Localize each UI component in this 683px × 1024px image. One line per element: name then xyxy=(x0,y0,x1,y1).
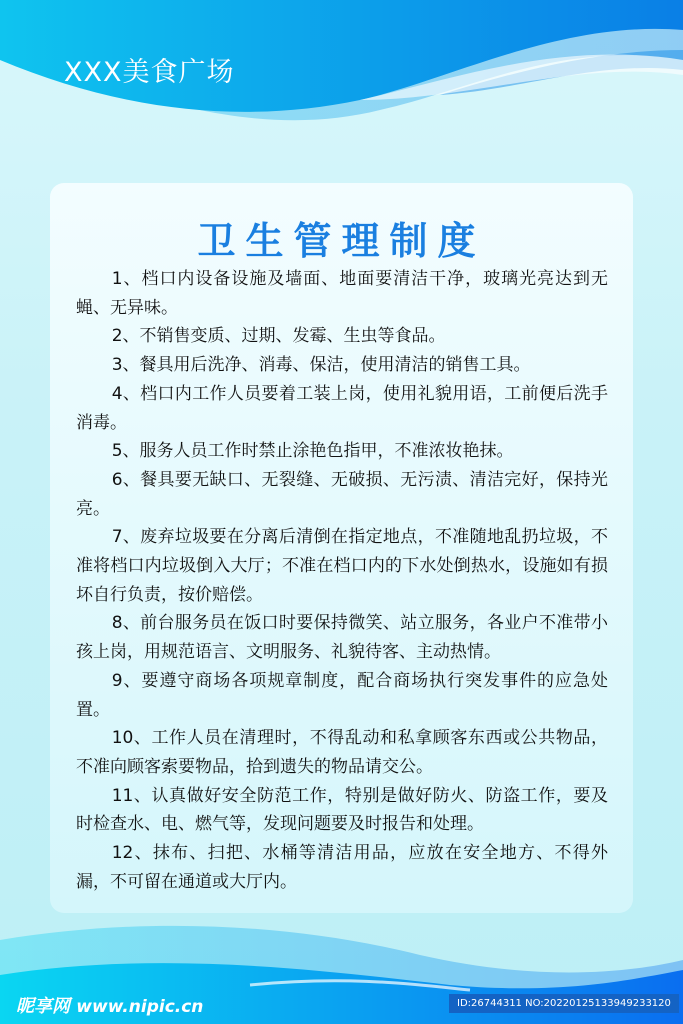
rule-item: 11、认真做好安全防范工作，特别是做好防火、防盗工作，要及时检查水、电、燃气等，发现问题要及时报告和处理。 xyxy=(76,785,608,835)
rule-item: 8、前台服务员在饭口时要保持微笑、站立服务，各业户不准带小孩上岗，用规范语言、文明服务、礼貌待客、主动热情。 xyxy=(76,613,608,663)
watermark xyxy=(16,992,203,1018)
rule-item: 6、餐具要无缺口、无裂缝、无破损、无污渍、清洁完好，保持光亮。 xyxy=(76,469,608,519)
rules-list xyxy=(76,265,608,896)
watermark-logo: 昵享网 xyxy=(16,996,70,1017)
rule-item: 5、服务人员工作时禁止涂艳色指甲，不准浓妆艳抹。 xyxy=(111,441,514,462)
watermark-url: www.nipic.cn xyxy=(76,997,204,1017)
rule-item: 3、餐具用后洗净、消毒、保洁，使用清洁的销售工具。 xyxy=(111,355,531,376)
image-id-label: ID:26744311 NO:20220125133949233120 xyxy=(449,994,679,1013)
rule-item: 9、要遵守商场各项规章制度，配合商场执行突发事件的应急处置。 xyxy=(76,670,608,720)
rule-item: 12、抹布、扫把、水桶等清洁用品，应放在安全地方、不得外漏，不可留在通道或大厅内。 xyxy=(76,843,608,892)
rule-item: 2、不销售变质、过期、发霉、生虫等食品。 xyxy=(111,326,446,347)
rule-item: 4、档口内工作人员要着工装上岗，使用礼貌用语，工前便后洗手消毒。 xyxy=(76,383,608,433)
rule-item: 1、档口内设备设施及墙面、地面要清洁干净，玻璃光亮达到无蝇、无异味。 xyxy=(76,269,608,318)
rule-item: 7、废弃垃圾要在分离后清倒在指定地点，不准随地乱扔垃圾，不准将档口内垃圾倒入大厅；不准在档口内的下水处倒热水，设施如有损坏自行负责，按价赔偿。 xyxy=(76,527,608,605)
brand-name: XXX美食广场 xyxy=(64,57,235,88)
page-title: 卫生管理制度 xyxy=(197,219,486,263)
rule-item: 10、工作人员在清理时，不得乱动和私拿顾客东西或公共物品，不准向顾客索要物品，拾到遗失的物品请交公。 xyxy=(76,728,608,777)
